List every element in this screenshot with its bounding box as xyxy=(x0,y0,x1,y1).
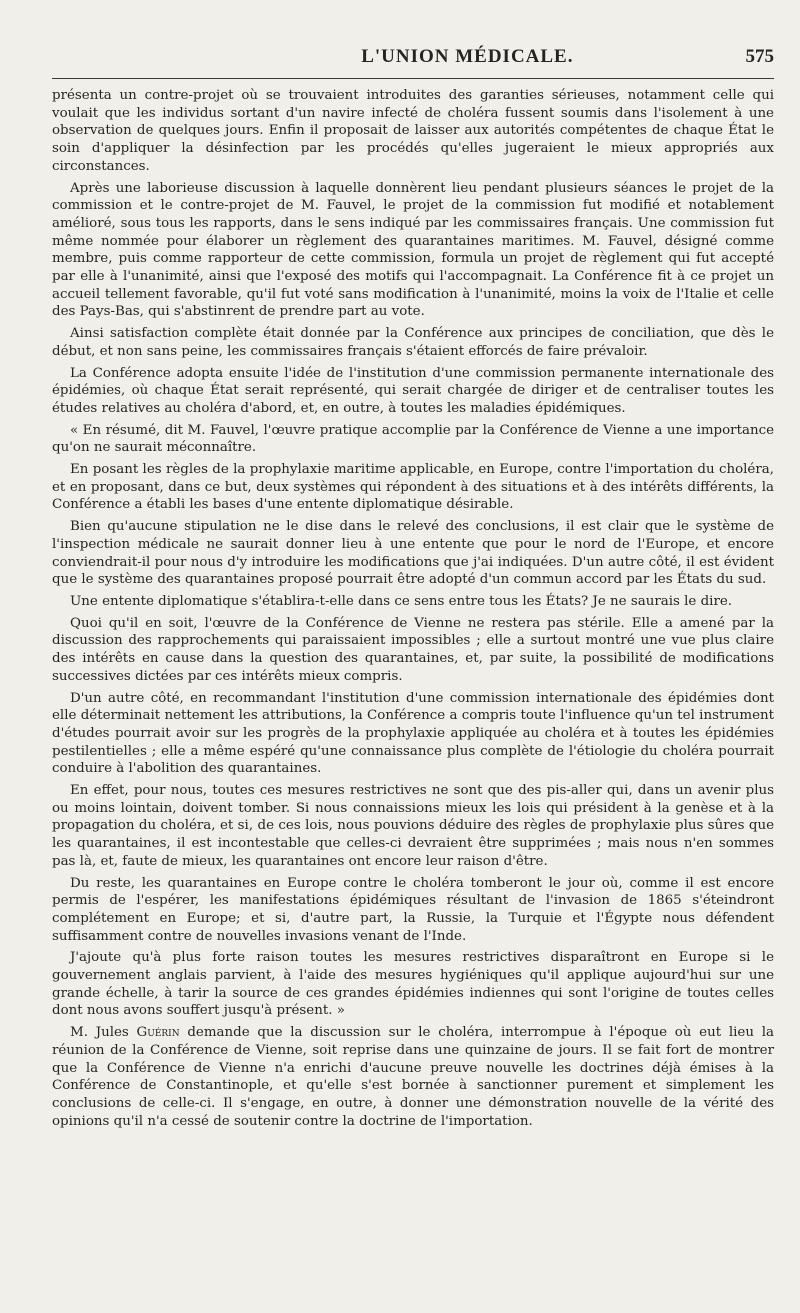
paragraph: Bien qu'aucune stipulation ne le dise dans le relevé des conclusions, il est clair que le système de l'inspection médicale ne saurait donner lieu à une entente que pour le nord de l'Europe, et encore conviendrait-il pour nous d'y introduire les modifications que j'ai indiquées. D'un autre côté, il est évident que le système des quarantaines proposé pourrait être adopté d'un commun accord par les États du sud. xyxy=(52,519,774,588)
running-head xyxy=(52,46,774,76)
running-title: L'UNION MÉDICALE. xyxy=(361,46,574,67)
article-body xyxy=(52,87,774,1130)
paragraph: D'un autre côté, en recommandant l'institution d'une commission internationale des épidémies dont elle déterminait nettement les attributions, la Conférence a compris toute l'influence qu'un tel instrument d'études pourrait avoir sur les progrès de la prophylaxie appliquée au choléra et à toutes les épidémies pestilentielles ; elle a même espéré qu'une connaissance plus complète de l'étiologie du choléra pourrait conduire à l'abolition des quarantaines. xyxy=(52,690,774,777)
paragraph: Ainsi satisfaction complète était donnée par la Conférence aux principes de conciliation, que dès le début, et non sans peine, les commissaires français s'étaient efforcés de faire prévaloir. xyxy=(52,326,774,359)
paragraph: Après une laborieuse discussion à laquelle donnèrent lieu pendant plusieurs séances le projet de la commission et le contre-projet de M. Fauvel, le projet de la commission fut modifié et notablement amélioré, sous tous les rapports, dans le sens indiqué par les commissaires français. Une commission fut même nommée pour élaborer un règlement des quarantaines maritimes. M. Fauvel, désigné comme membre, puis comme rapporteur de cette commission, formula un projet de règlement qui fut accepté par elle à l'unanimité, ainsi que l'exposé des motifs qui l'accompagnait. La Conférence fit à ce projet un accueil tellement favorable, qu'il fut voté sans modification à l'unanimité, moins la voix de l'Italie et celle des Pays-Bas, qui s'abstinrent de prendre part au vote. xyxy=(52,180,774,320)
paragraph-guerin xyxy=(52,1024,774,1130)
header-rule xyxy=(52,78,774,79)
paragraph-text: demande que la discussion sur le choléra, interrompue à l'époque où eut lieu la réunion de la Conférence de Vienne, soit reprise dans une quinzaine de jours. Il se fait fort de montrer que la Conférence de Vienne n'a enrichi d'aucune preuve nouvelle les doctrines déjà émises à la Conférence de Constantinople, et qu'elle s'est bornée à sanctionner purement et simplement les conclusions de celle-ci. Il s'engage, en outre, à donner une démonstration nouvelle de la vérité des opinions qu'il n'a cessé de soutenir contre la doctrine de l'importation. xyxy=(52,1025,774,1129)
paragraph: présenta un contre-projet où se trouvaient introduites des garanties sérieuses, notamment celle qui voulait que les individus sortant d'un navire infecté de choléra fussent soumis dans l'isolement à une observation de quelques jours. Enfin il proposait de laisser aux autorités compétentes de chaque État le soin d'appliquer la désinfection par les procédés qu'elles jugeraient le mieux appropriés aux circonstances. xyxy=(52,88,774,174)
speaker-name: Guérin xyxy=(136,1025,180,1041)
paragraph: En posant les règles de la prophylaxie maritime applicable, en Europe, contre l'importation du choléra, et en proposant, dans ce but, deux systèmes qui répondent à des situations et à des intérêts différents, la Conférence a établi les bases d'une entente diplomatique désirable. xyxy=(52,462,774,513)
page-number: 575 xyxy=(745,46,774,67)
paragraph: La Conférence adopta ensuite l'idée de l'institution d'une commission permanente internationale des épidémies, où chaque État serait représenté, qui serait chargée de diriger et de centraliser toutes les études relatives au choléra d'abord, et, en outre, à toutes les maladies épidémiques. xyxy=(52,365,774,416)
paragraph: « En résumé, dit M. Fauvel, l'œuvre pratique accomplie par la Conférence de Vienne a une importance qu'on ne saurait méconnaître. xyxy=(52,422,774,456)
paragraph: Du reste, les quarantaines en Europe contre le choléra tomberont le jour où, comme il est encore permis de l'espérer, les manifestations épidémiques résultant de l'invasion de 1865 s'éteindront complétement en Europe; et si, d'autre part, la Russie, la Turquie et l'Égypte nous défendent suffisamment contre de nouvelles invasions venant de l'Inde. xyxy=(52,875,774,944)
paragraph: Quoi qu'il en soit, l'œuvre de la Conférence de Vienne ne restera pas stérile. Elle a amené par la discussion des rapprochements qui paraissaient impossibles ; elle a surtout montré une vue plus claire des intérêts en cause dans la question des quarantaines, et, par suite, la possibilité de modifications successives dictées par ces intérêts mieux compris. xyxy=(52,615,774,684)
speaker-lead: M. Jules xyxy=(70,1025,129,1041)
paragraph: En effet, pour nous, toutes ces mesures restrictives ne sont que des pis-aller qui, dans un avenir plus ou moins lointain, doivent tomber. Si nous connaissions mieux les lois qui président à la genèse et à la propagation du choléra, et si, de ces lois, nous pouvions déduire des règles de prophylaxie plus sûres que les quarantaines, il est incontestable que celles-ci devraient être supprimées ; mais nous n'en sommes pas là, et, faute de mieux, les quarantaines ont encore leur raison d'être. xyxy=(52,783,774,869)
paragraph: J'ajoute qu'à plus forte raison toutes les mesures restrictives disparaîtront en Europe si le gouvernement anglais parvient, à l'aide des mesures hygiéniques qu'il applique aujourd'hui sur une grande échelle, à tarir la source de ces grandes épidémies indiennes qui sont l'origine de toutes celles dont nous avons souffert jusqu'à présent. » xyxy=(52,950,774,1019)
paragraph: Une entente diplomatique s'établira-t-elle dans ce sens entre tous les États? Je ne saurais le dire. xyxy=(70,593,733,609)
